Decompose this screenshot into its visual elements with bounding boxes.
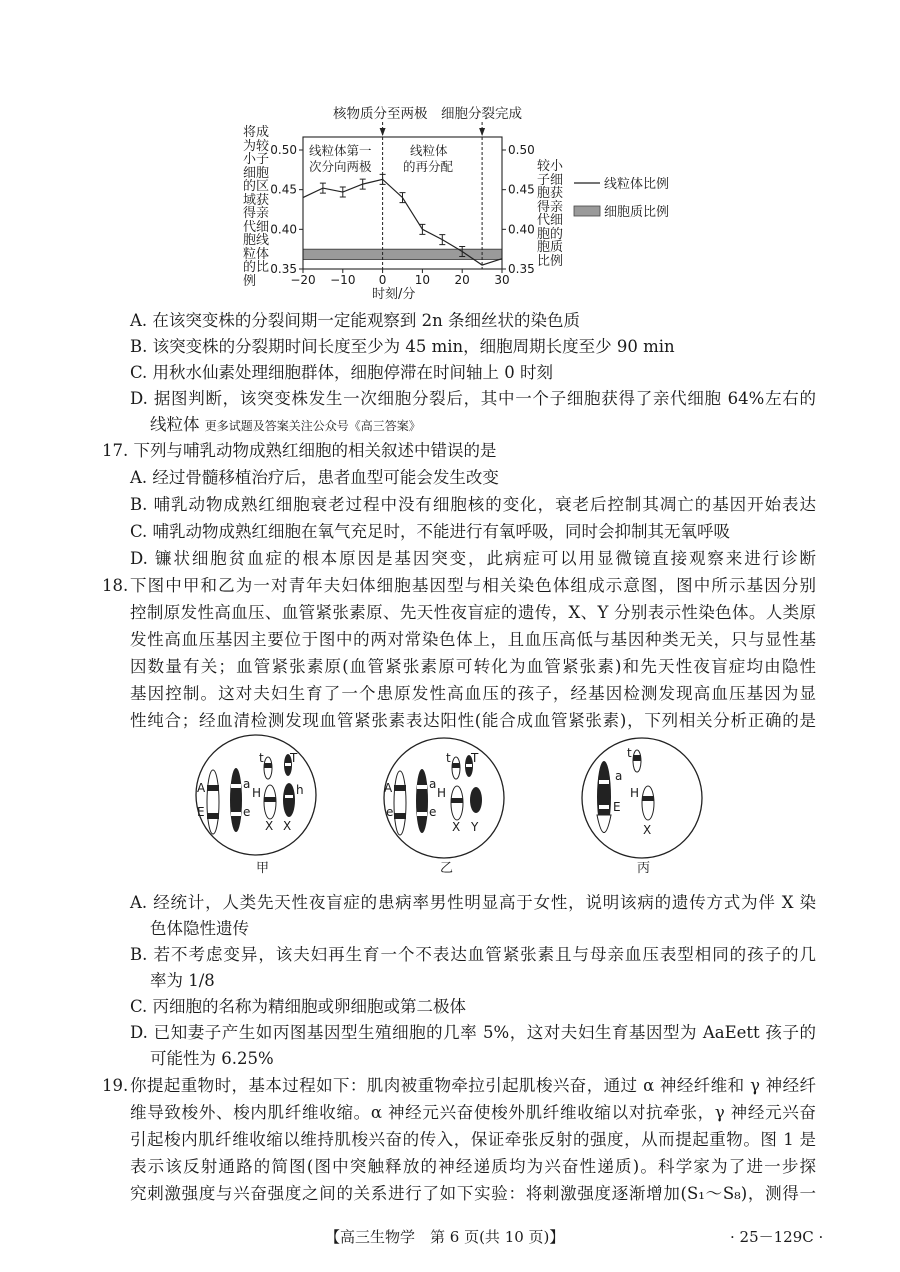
- x-tick-label: 10: [414, 273, 431, 287]
- x-tick-label: −20: [290, 273, 316, 287]
- error-bar: [439, 235, 445, 245]
- phase-label: 线粒体第一: [309, 143, 372, 158]
- gene-label: X: [283, 819, 292, 833]
- q18-option-a-cont: 色体隐性遗传: [150, 919, 249, 938]
- y-axis-label-left: 将成为较小子细胞的区域获得亲代细胞线粒体的比例: [243, 125, 270, 289]
- q18-option-c: C. 丙细胞的名称为精细胞或卵细胞或第二极体: [130, 997, 467, 1016]
- q18-stem-line: 性纯合；经血清检测发现血管紧张素表达阳性(能合成血管紧张素)，下列相关分析正确的是: [130, 711, 816, 730]
- legend-band-icon: [574, 206, 600, 216]
- q19-line: 你提起重物时，基本过程如下：肌肉被重物牵拉引起肌梭兴奋，通过 α 神经纤维和 γ 神经纤: [130, 1076, 816, 1095]
- y-axis-label-right: 较小子细胞获得亲代细胞的胞质比例: [537, 159, 564, 269]
- promo-note: 更多试题及答案关注公众号《高三答案》: [204, 419, 421, 433]
- q16-option-c: C. 用秋水仙素处理细胞群体，细胞停滞在时间轴上 0 时刻: [130, 363, 554, 382]
- page-footer: 【高三生物学 第 6 页(共 10 页)】: [325, 1228, 565, 1246]
- gene-label: t: [259, 751, 264, 765]
- gene-label: X: [643, 823, 652, 837]
- q18-option-b-cont: 率为 1/8: [150, 971, 215, 990]
- cell-caption: 甲: [256, 861, 270, 876]
- y-tick-label-right: 0.50: [508, 143, 535, 157]
- q19-line: 究刺激强度与兴奋强度之间的关系进行了如下实验：将刺激强度逐渐增加(S₁～S₈)，测得一: [130, 1184, 816, 1203]
- x-tick-label: 30: [494, 273, 510, 287]
- legend-cyto: 细胞质比例: [604, 205, 670, 220]
- x-tick-label: 20: [454, 273, 470, 287]
- gene-label: T: [471, 751, 479, 765]
- q18-option-a: A. 经统计，人类先天性夜盲症的患病率男性明显高于女性，说明该病的遗传方式为伴 X 染: [130, 893, 816, 912]
- q18-stem-line: 基因控制。这对夫妇生育了一个患原发性高血压的孩子，经基因检测发现高血压基因为显: [130, 684, 816, 703]
- gene-label: a: [615, 769, 623, 783]
- gene-label: H: [252, 786, 262, 800]
- down-arrow-icon: [380, 128, 386, 136]
- cell-bing: [582, 738, 702, 876]
- annotation-nuclear: 核物质分至两极: [333, 106, 428, 122]
- q19-line: 表示该反射通路的简图(图中突触释放的神经递质均为兴奋性递质)。科学家为了进一步探: [130, 1157, 816, 1176]
- phase-label: 线粒体: [410, 143, 448, 158]
- q17-option-d: D. 镰状细胞贫血症的根本原因是基因突变，此病症可以用显微镜直接观察来进行诊断: [130, 549, 816, 568]
- gene-label: e: [243, 805, 251, 819]
- gene-label: e: [429, 805, 437, 819]
- y-tick-label: 0.35: [270, 262, 297, 276]
- y-tick-label-right: 0.35: [508, 262, 535, 276]
- gene-label: X: [265, 819, 274, 833]
- y-tick-label: 0.40: [270, 222, 297, 237]
- gene-label: E: [613, 800, 621, 814]
- q17-option-b: B. 哺乳动物成熟红细胞衰老过程中没有细胞核的变化，衰老后控制其凋亡的基因开始表达: [130, 495, 816, 514]
- cell-diagrams: [0, 730, 900, 890]
- y-tick-label-right: 0.40: [508, 222, 535, 237]
- mitochondria-chart: [0, 0, 900, 310]
- q18-option-d-cont: 可能性为 6.25%: [150, 1049, 274, 1068]
- gene-label: e: [386, 805, 394, 819]
- phase-label: 的再分配: [403, 159, 454, 174]
- x-tick-label: 0: [378, 273, 387, 287]
- gene-label: H: [630, 786, 640, 800]
- gene-label: A: [197, 781, 206, 795]
- q18-stem-line: 下图中甲和乙为一对青年夫妇体细胞基因型与相关染色体组成示意图，图中所示基因分别: [130, 576, 816, 595]
- q19-line: 维导致梭外、梭内肌纤维收缩。α 神经元兴奋使梭外肌纤维收缩以对抗牵张，γ 神经元兴奋: [130, 1103, 816, 1122]
- q19-line: 引起梭内肌纤维收缩以维持肌梭兴奋的传入，保证牵张反射的强度，从而提起重物。图 1 是: [130, 1130, 816, 1149]
- cell-caption: 丙: [637, 861, 651, 876]
- q19-number: 19.: [102, 1076, 129, 1095]
- gene-label: Y: [471, 820, 479, 834]
- gene-label: t: [627, 746, 632, 760]
- gene-label: t: [446, 751, 451, 765]
- cell-yi: [384, 738, 504, 876]
- gene-label: a: [243, 777, 251, 791]
- cell-jia: [196, 735, 316, 876]
- x-axis-label: 时刻/分: [372, 287, 416, 302]
- q18-option-d: D. 已知妻子产生如丙图基因型生殖细胞的几率 5%，这对夫妇生育基因型为 AaEett 孩子的: [130, 1023, 816, 1042]
- y-tick-label-right: 0.45: [508, 182, 535, 197]
- q18-stem-line: 因数量有关；血管紧张素原(血管紧张素原可转化为血管紧张素)和先天性夜盲症均由隐性: [130, 657, 816, 676]
- gene-label: h: [296, 783, 304, 797]
- paper-code: · 25－129C ·: [730, 1228, 824, 1246]
- q16-option-d-tail: 线粒体: [150, 415, 200, 434]
- cell-caption: 乙: [440, 861, 454, 876]
- q16-option-b: B. 该突变株的分裂期时间长度至少为 45 min，细胞周期长度至少 90 min: [130, 337, 675, 356]
- down-arrow-icon: [479, 128, 485, 136]
- x-tick-label: −10: [330, 273, 356, 287]
- q16-option-a: A. 在该突变株的分裂间期一定能观察到 2n 条细丝状的染色质: [130, 311, 581, 330]
- legend-mito: 线粒体比例: [604, 177, 670, 192]
- gene-label: X: [452, 820, 461, 834]
- annotation-division-complete: 细胞分裂完成: [441, 106, 522, 122]
- q16-option-d: D. 据图判断，该突变株发生一次细胞分裂后，其中一个子细胞获得了亲代细胞 64%左右的: [130, 389, 816, 408]
- q18-stem-line: 发性高血压基因主要位于图中的两对常染色体上，且血压高低与基因种类无关，只与显性基: [130, 630, 816, 649]
- gene-label: E: [197, 805, 205, 819]
- y-tick-label: 0.45: [270, 182, 297, 197]
- gene-label: H: [437, 786, 447, 800]
- q18-stem-line: 控制原发性高血压、血管紧张素原、先天性夜盲症的遗传，X、Y 分别表示性染色体。人类原: [130, 603, 816, 622]
- q18-number: 18.: [102, 576, 129, 595]
- gene-label: T: [290, 751, 298, 765]
- q17-option-a: A. 经过骨髓移植治疗后，患者血型可能会发生改变: [130, 468, 499, 487]
- q17-option-c: C. 哺乳动物成熟红细胞在氧气充足时，不能进行有氧呼吸，同时会抑制其无氧呼吸: [130, 522, 731, 541]
- q17-stem: 17. 下列与哺乳动物成熟红细胞的相关叙述中错误的是: [102, 441, 497, 460]
- y-tick-label: 0.50: [270, 143, 297, 157]
- q16-option-d-cont: [150, 414, 421, 437]
- q18-option-b: B. 若不考虑变异，该夫妇再生育一个不表达血管紧张素且与母亲血压表型相同的孩子的几: [130, 945, 816, 964]
- gene-label: A: [384, 781, 393, 795]
- gene-label: a: [429, 777, 437, 791]
- phase-label: 次分向两极: [309, 159, 372, 174]
